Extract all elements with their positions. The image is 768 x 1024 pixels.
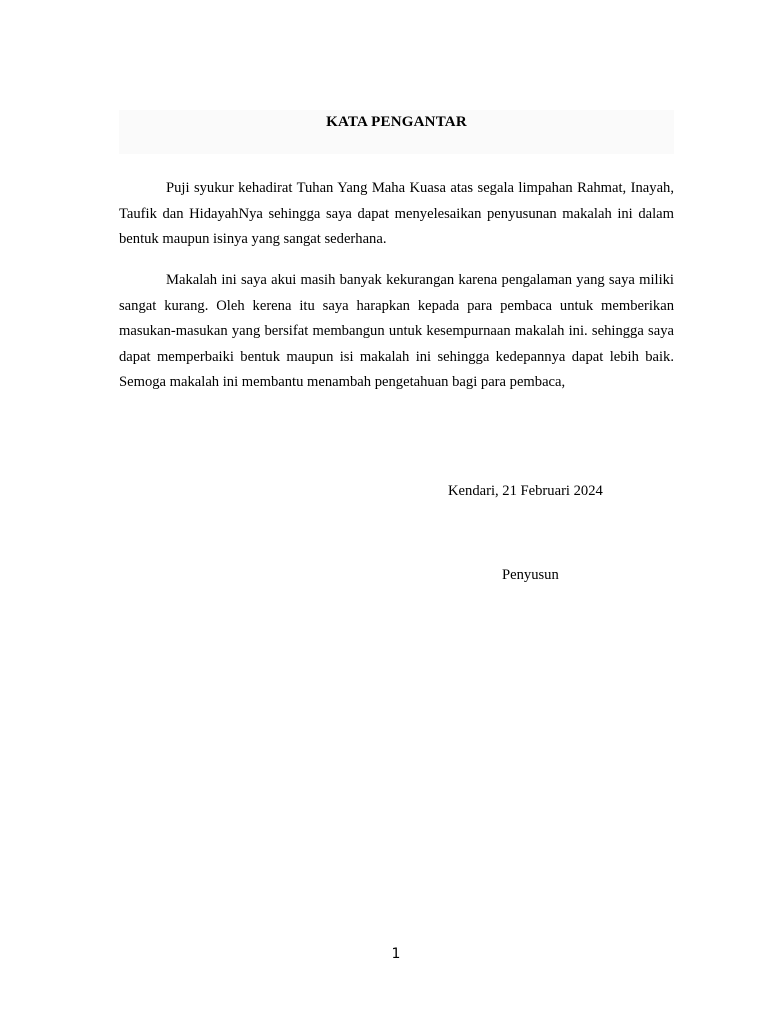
page-number: 1	[391, 946, 401, 962]
page-title: KATA PENGANTAR	[326, 114, 467, 130]
paragraph-2: Makalah ini saya akui masih banyak kekurangan karena pengalaman yang saya miliki sangat kurang. Oleh kerena itu saya harapkan kepada para pembaca untuk memberikan masukan-masukan yang bersifat membangun untuk kesempurnaan makalah ini. sehingga saya dapat memperbaiki bentuk maupun isi makalah ini sehingga kedepannya dapat lebih baik. Semoga makalah ini membantu menambah pengetahuan bagi para pembaca,	[119, 272, 674, 390]
author-signature-label: Penyusun	[502, 567, 559, 583]
paragraph-1: Puji syukur kehadirat Tuhan Yang Maha Kuasa atas segala limpahan Rahmat, Inayah, Taufik dan HidayahNya sehingga saya dapat menyelesaikan penyusunan makalah ini dalam bentuk maupun isinya yang sangat sederhana.	[119, 180, 674, 247]
place-date: Kendari, 21 Februari 2024	[448, 483, 603, 499]
